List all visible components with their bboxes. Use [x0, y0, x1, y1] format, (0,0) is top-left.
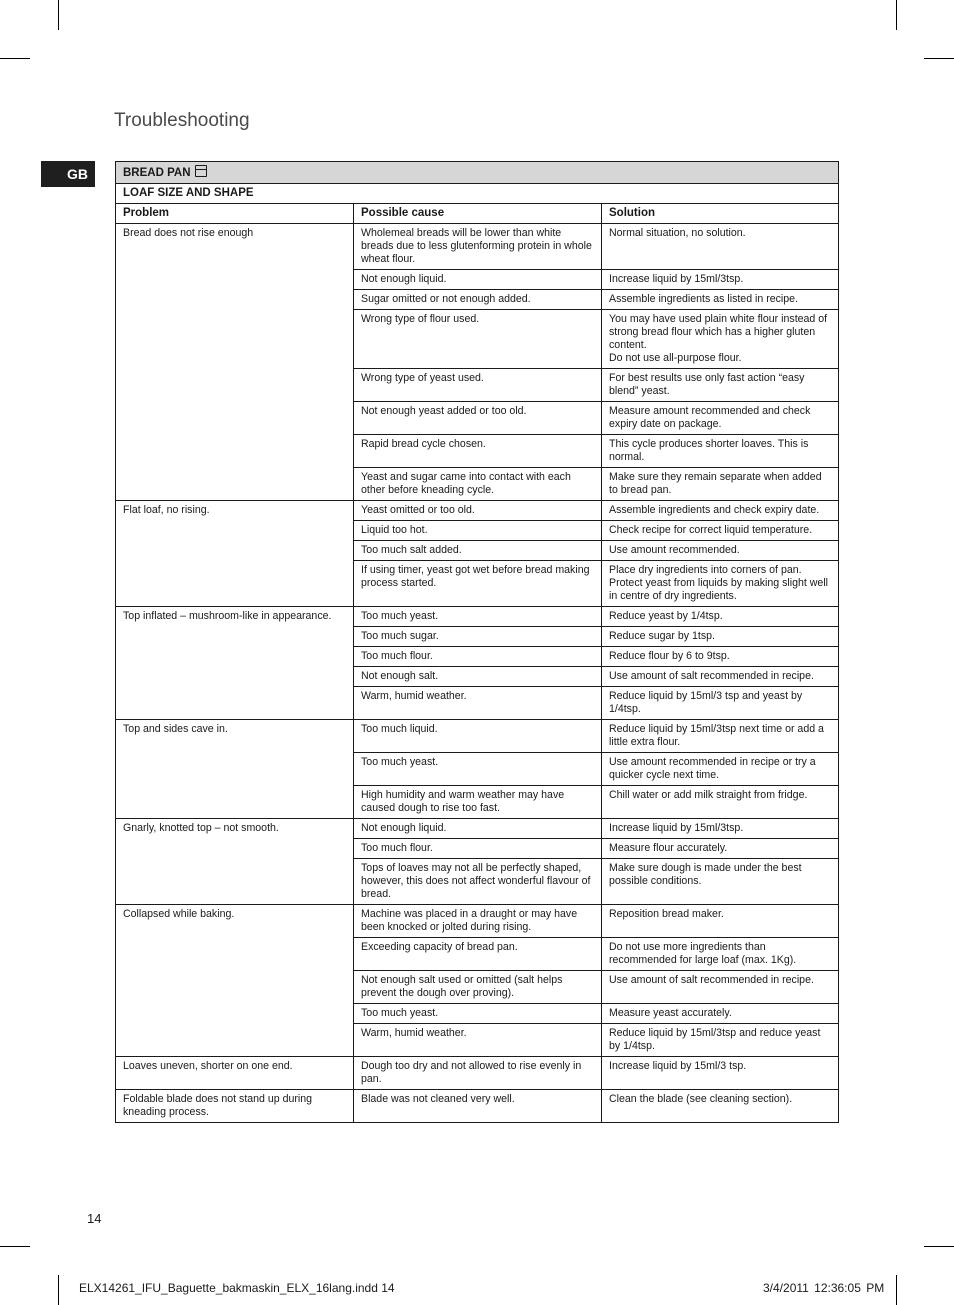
cause-cell: If using timer, yeast got wet before bread making process started.: [354, 561, 602, 607]
subsection-header-row: [116, 184, 839, 204]
solution-cell: Use amount recommended.: [602, 541, 839, 561]
solution-cell: Clean the blade (see cleaning section).: [602, 1090, 839, 1123]
table-row: [116, 224, 839, 270]
problem-cell: Flat loaf, no rising.: [116, 501, 354, 607]
cause-cell: Not enough yeast added or too old.: [354, 402, 602, 435]
cause-cell: Too much yeast.: [354, 607, 602, 627]
solution-cell: Reduce liquid by 15ml/3 tsp and yeast by 1/4tsp.: [602, 687, 839, 720]
crop-mark: [924, 1246, 954, 1247]
solution-cell: Check recipe for correct liquid temperature.: [602, 521, 839, 541]
solution-cell: Reduce liquid by 15ml/3tsp and reduce yeast by 1/4tsp.: [602, 1024, 839, 1057]
cause-cell: Blade was not cleaned very well.: [354, 1090, 602, 1123]
solution-cell: Measure flour accurately.: [602, 839, 839, 859]
solution-cell: For best results use only fast action “easy blend” yeast.: [602, 369, 839, 402]
cause-cell: Sugar omitted or not enough added.: [354, 290, 602, 310]
crop-mark: [896, 0, 897, 30]
cause-cell: Not enough salt used or omitted (salt helps prevent the dough over proving).: [354, 971, 602, 1004]
solution-cell: Use amount of salt recommended in recipe.: [602, 667, 839, 687]
solution-cell: Do not use more ingredients than recommended for large loaf (max. 1Kg).: [602, 938, 839, 971]
solution-cell: Make sure they remain separate when added to bread pan.: [602, 468, 839, 501]
solution-cell: Use amount recommended in recipe or try a quicker cycle next time.: [602, 753, 839, 786]
table-row: [116, 1057, 839, 1090]
column-header-problem: Problem: [116, 204, 354, 224]
cause-cell: Exceeding capacity of bread pan.: [354, 938, 602, 971]
solution-cell: Chill water or add milk straight from fridge.: [602, 786, 839, 819]
cause-cell: High humidity and warm weather may have caused dough to rise too fast.: [354, 786, 602, 819]
cause-cell: Dough too dry and not allowed to rise evenly in pan.: [354, 1057, 602, 1090]
cause-cell: Yeast omitted or too old.: [354, 501, 602, 521]
problem-cell: Bread does not rise enough: [116, 224, 354, 501]
solution-cell: Assemble ingredients as listed in recipe.: [602, 290, 839, 310]
page-number: 14: [87, 1211, 102, 1226]
solution-cell: Place dry ingredients into corners of pan. Protect yeast from liquids by making slight well in centre of dry ingredients.: [602, 561, 839, 607]
solution-cell: Measure yeast accurately.: [602, 1004, 839, 1024]
subsection-title: LOAF SIZE AND SHAPE: [116, 184, 839, 204]
table-row: [116, 720, 839, 753]
section-header: [116, 162, 839, 184]
solution-cell: Reduce sugar by 1tsp.: [602, 627, 839, 647]
troubleshooting-table: [115, 161, 839, 1123]
table-row: [116, 819, 839, 839]
problem-cell: Top and sides cave in.: [116, 720, 354, 819]
crop-mark: [896, 1275, 897, 1305]
solution-cell: Increase liquid by 15ml/3tsp.: [602, 819, 839, 839]
solution-cell: Increase liquid by 15ml/3 tsp.: [602, 1057, 839, 1090]
cause-cell: Tops of loaves may not all be perfectly shaped, however, this does not affect wonderful flavour of bread.: [354, 859, 602, 905]
cause-cell: Warm, humid weather.: [354, 687, 602, 720]
solution-cell: Reduce flour by 6 to 9tsp.: [602, 647, 839, 667]
problem-cell: Top inflated – mushroom-like in appearance.: [116, 607, 354, 720]
footer-filename: ELX14261_IFU_Baguette_bakmaskin_ELX_16lang.indd 14: [79, 1281, 395, 1295]
cause-cell: Yeast and sugar came into contact with each other before kneading cycle.: [354, 468, 602, 501]
crop-mark: [58, 0, 59, 30]
solution-cell: Use amount of salt recommended in recipe.: [602, 971, 839, 1004]
cause-cell: Too much yeast.: [354, 753, 602, 786]
footer-date: 3/4/2011 12:36:05 PM: [763, 1281, 885, 1295]
cause-cell: Not enough liquid.: [354, 819, 602, 839]
cause-cell: Rapid bread cycle chosen.: [354, 435, 602, 468]
solution-cell: This cycle produces shorter loaves. This is normal.: [602, 435, 839, 468]
page-title: Troubleshooting: [114, 110, 250, 131]
solution-cell: Make sure dough is made under the best possible conditions.: [602, 859, 839, 905]
column-header-cause: Possible cause: [354, 204, 602, 224]
cause-cell: Too much flour.: [354, 839, 602, 859]
cause-cell: Liquid too hot.: [354, 521, 602, 541]
solution-cell: Normal situation, no solution.: [602, 224, 839, 270]
column-header-solution: Solution: [602, 204, 839, 224]
cause-cell: Machine was placed in a draught or may have been knocked or jolted during rising.: [354, 905, 602, 938]
section-header-row: [116, 162, 839, 184]
solution-cell: Increase liquid by 15ml/3tsp.: [602, 270, 839, 290]
table-row: [116, 1090, 839, 1123]
table-row: [116, 905, 839, 938]
cause-cell: Not enough salt.: [354, 667, 602, 687]
solution-cell: Reduce liquid by 15ml/3tsp next time or add a little extra flour.: [602, 720, 839, 753]
solution-cell: Reposition bread maker.: [602, 905, 839, 938]
problem-cell: Loaves uneven, shorter on one end.: [116, 1057, 354, 1090]
crop-mark: [924, 58, 954, 59]
problem-cell: Collapsed while baking.: [116, 905, 354, 1057]
cause-cell: Too much yeast.: [354, 1004, 602, 1024]
crop-mark: [0, 1246, 30, 1247]
crop-mark: [0, 58, 30, 59]
cause-cell: Wholemeal breads will be lower than white breads due to less glutenforming protein in whole wheat flour.: [354, 224, 602, 270]
language-tab: GB: [41, 161, 95, 187]
crop-mark: [58, 1275, 59, 1305]
cause-cell: Wrong type of flour used.: [354, 310, 602, 369]
cause-cell: Wrong type of yeast used.: [354, 369, 602, 402]
solution-cell: You may have used plain white flour instead of strong bread flour which has a higher gluten content. Do not use all-purpose flour.: [602, 310, 839, 369]
problem-cell: Gnarly, knotted top – not smooth.: [116, 819, 354, 905]
column-header-row: [116, 204, 839, 224]
solution-cell: Assemble ingredients and check expiry date.: [602, 501, 839, 521]
bread-pan-icon: [195, 165, 207, 177]
cause-cell: Too much salt added.: [354, 541, 602, 561]
solution-cell: Measure amount recommended and check expiry date on package.: [602, 402, 839, 435]
table-row: [116, 607, 839, 627]
section-title: BREAD PAN: [123, 167, 191, 179]
problem-cell: Foldable blade does not stand up during kneading process.: [116, 1090, 354, 1123]
cause-cell: Not enough liquid.: [354, 270, 602, 290]
table-row: [116, 501, 839, 521]
cause-cell: Too much flour.: [354, 647, 602, 667]
solution-cell: Reduce yeast by 1/4tsp.: [602, 607, 839, 627]
cause-cell: Too much sugar.: [354, 627, 602, 647]
cause-cell: Warm, humid weather.: [354, 1024, 602, 1057]
cause-cell: Too much liquid.: [354, 720, 602, 753]
